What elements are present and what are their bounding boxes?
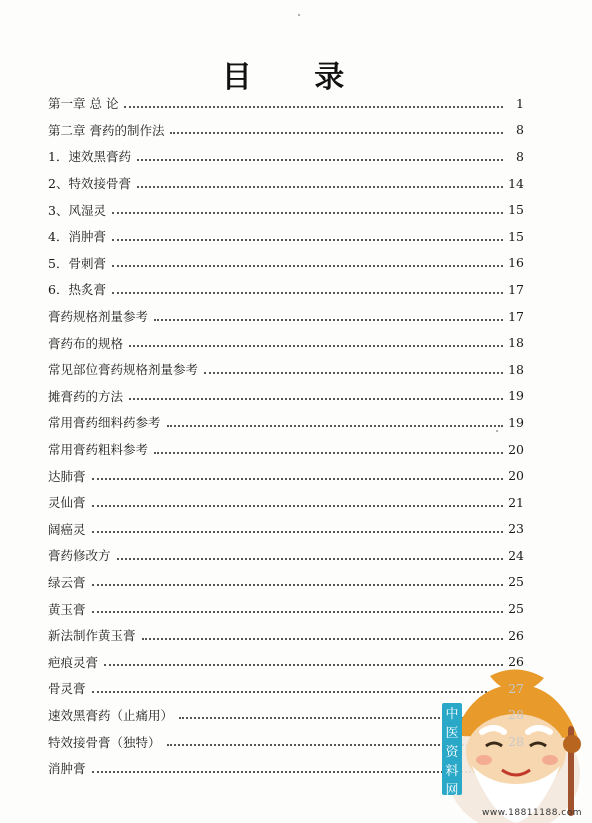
- toc-entry-label: 常用膏药细料药参考: [48, 413, 164, 431]
- toc-entry-label: 4．消肿膏: [48, 227, 109, 245]
- toc-entry[interactable]: [48, 117, 524, 144]
- toc-entry-label: 阔癌灵: [48, 520, 89, 538]
- toc-entry-label: 新法制作黄玉膏: [48, 626, 139, 644]
- dot-leader: [112, 291, 503, 294]
- dot-leader: [92, 583, 503, 586]
- toc-entry-page: 1: [516, 95, 524, 111]
- toc-entry[interactable]: [48, 170, 524, 197]
- toc-entry-label: 常用膏药粗料参考: [48, 440, 151, 458]
- toc-entry-page: 8: [516, 122, 524, 138]
- dot-leader: [92, 610, 503, 613]
- scan-speck: [496, 430, 498, 432]
- watermark-badge: [442, 703, 462, 798]
- badge-char: 中: [445, 707, 459, 722]
- watermark-url: www.18811188.com: [482, 808, 583, 818]
- dot-leader: [92, 504, 503, 507]
- toc-entry-label: 灵仙膏: [48, 493, 89, 511]
- badge-char: 资: [445, 745, 459, 760]
- toc-entry-label: 速效黑膏药（止痛用）: [48, 706, 176, 724]
- toc-entry-label: 消肿膏: [48, 759, 89, 777]
- toc-entry-page: 26: [508, 654, 524, 670]
- badge-char: 医: [445, 726, 459, 741]
- toc-entry[interactable]: [48, 409, 524, 436]
- badge-char: 料: [445, 764, 459, 779]
- toc-entry[interactable]: [48, 223, 524, 250]
- dot-leader: [137, 158, 503, 161]
- toc-entry[interactable]: [48, 303, 524, 330]
- toc-entry[interactable]: [48, 329, 524, 356]
- dot-leader: [92, 530, 503, 533]
- toc-entry-page: 17: [508, 308, 524, 324]
- toc-entry-page: 15: [508, 202, 524, 218]
- toc-entry-page: 16: [508, 255, 524, 271]
- toc-entry[interactable]: [48, 595, 524, 622]
- toc-entry-page: 18: [508, 361, 524, 377]
- dot-leader: [112, 211, 503, 214]
- toc-entry-label: 3、风湿灵: [48, 201, 109, 219]
- toc-entry-page: 23: [508, 521, 524, 537]
- dot-leader: [129, 397, 503, 400]
- toc-entry[interactable]: [48, 143, 524, 170]
- toc-entry-page: 19: [508, 414, 524, 430]
- dot-leader: [170, 131, 503, 134]
- toc-entry-page: 19: [508, 388, 524, 404]
- toc-entry-label: 绿云膏: [48, 573, 89, 591]
- toc-entry-label: 骨灵膏: [48, 679, 89, 697]
- toc-entry[interactable]: [48, 516, 524, 543]
- toc-entry-page: 26: [508, 627, 524, 643]
- toc-entry-label: 疤痕灵膏: [48, 653, 101, 671]
- toc-entry-label: 6．热炙膏: [48, 280, 109, 298]
- toc-entry-page: 28: [508, 734, 524, 750]
- badge-char: 网: [445, 783, 459, 798]
- toc-entry-label: 膏药布的规格: [48, 334, 126, 352]
- toc-entry-label: 2、特效接骨膏: [48, 174, 134, 192]
- dot-leader: [167, 424, 503, 427]
- toc-entry-page: 20: [508, 468, 524, 484]
- toc-entry-label: 摊膏药的方法: [48, 387, 126, 405]
- toc-entry-label: 1．速效黑膏药: [48, 147, 134, 165]
- toc-entry-label: 第一章 总 论: [48, 94, 121, 112]
- toc-entry-page: 25: [508, 601, 524, 617]
- toc-entry-page: 14: [508, 175, 524, 191]
- toc-entry[interactable]: [48, 383, 524, 410]
- dot-leader: [142, 637, 503, 640]
- toc-entry-label: 特效接骨膏（独特）: [48, 733, 164, 751]
- toc-entry-page: 28: [508, 707, 524, 723]
- toc-entry[interactable]: [48, 542, 524, 569]
- toc-entry[interactable]: [48, 436, 524, 463]
- toc-entry-label: 膏药修改方: [48, 546, 114, 564]
- toc-entry-label: 常见部位膏药规格剂量参考: [48, 360, 201, 378]
- toc-entry-label: 达肺膏: [48, 467, 89, 485]
- dot-leader: [112, 264, 503, 267]
- toc-entry-page: 20: [508, 441, 524, 457]
- scan-speck: [298, 14, 300, 16]
- toc-entry-page: 18: [508, 335, 524, 351]
- dot-leader: [117, 557, 503, 560]
- toc-entry-page: 27: [508, 680, 524, 696]
- dot-leader: [154, 451, 503, 454]
- page-title: 目 录: [221, 60, 371, 95]
- dot-leader: [129, 344, 503, 347]
- toc-entry-label: 黄玉膏: [48, 600, 89, 618]
- toc-entry[interactable]: [48, 250, 524, 277]
- toc-entry[interactable]: [48, 622, 524, 649]
- toc-entry[interactable]: [48, 489, 524, 516]
- dot-leader: [112, 238, 503, 241]
- toc-entry-page: 8: [516, 148, 524, 164]
- toc-entry[interactable]: [48, 90, 524, 117]
- toc-entry[interactable]: [48, 196, 524, 223]
- toc-entry-label: 膏药规格剂量参考: [48, 307, 151, 325]
- dot-leader: [204, 371, 503, 374]
- toc-entry-page: 21: [508, 494, 524, 510]
- dot-leader: [124, 105, 503, 108]
- toc-entry-label: 第二章 膏药的制作法: [48, 121, 167, 139]
- toc-entry-page: 17: [508, 281, 524, 297]
- toc-entry-page: 15: [508, 228, 524, 244]
- toc-entry[interactable]: [48, 462, 524, 489]
- toc-entry-page: 24: [508, 547, 524, 563]
- dot-leader: [92, 477, 503, 480]
- toc-entry[interactable]: [48, 356, 524, 383]
- toc-entry[interactable]: [48, 276, 524, 303]
- toc-entry[interactable]: [48, 569, 524, 596]
- toc-entry-label: 5．骨刺膏: [48, 254, 109, 272]
- dot-leader: [154, 318, 503, 321]
- toc-entry-page: 25: [508, 574, 524, 590]
- dot-leader: [137, 185, 503, 188]
